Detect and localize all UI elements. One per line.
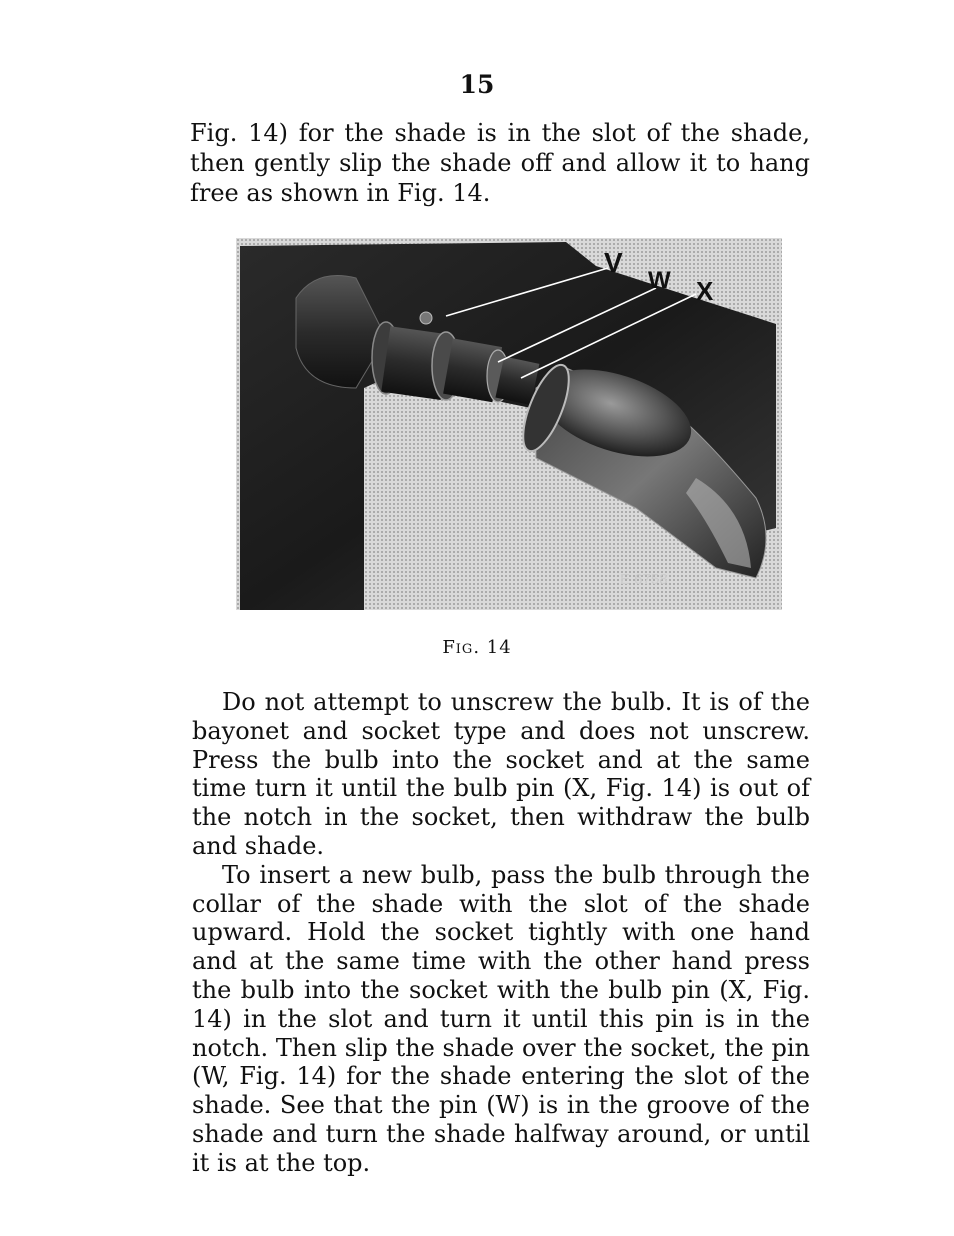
figure-14-photo [236,238,782,610]
plate-number: E 6758 [620,571,668,588]
page-number: 15 [459,70,495,99]
callout-v: V [604,247,623,278]
paragraph-unscrew: Do not attempt to unscrew the bulb. It is of the bayonet and socket type and does not unscrew. Press the bulb into the socket and at the same time turn it until the bulb pin (X, Fig. 14) is out of the notch in the socket, then withdraw the bulb and shade. [192,688,810,860]
paragraph-insert: To insert a new bulb, pass the bulb through the collar of the shade with the slot of the shade upward. Hold the socket tightly with one hand and at the same time with the other hand press the bulb into the socket with the bulb pin (X, Fig. 14) in the slot and turn it until this pin is in the notch. Then slip the shade over the socket, the pin (W, Fig. 14) for the shade entering the slot of the shade. See that the pin (W) is in the groove of the shade and turn the shade halfway around, or until it is at the top. [192,860,810,1177]
lamp-socket-photo [236,238,782,610]
callout-w: W [648,267,671,294]
callout-x: X [696,276,714,306]
body-text [192,688,810,1178]
figure-caption: Fig. 14 [442,637,512,658]
continued-paragraph: Fig. 14) for the shade is in the slot of the shade, then gently slip the shade off and allow it to hang free as shown in Fig. 14. [190,119,810,207]
